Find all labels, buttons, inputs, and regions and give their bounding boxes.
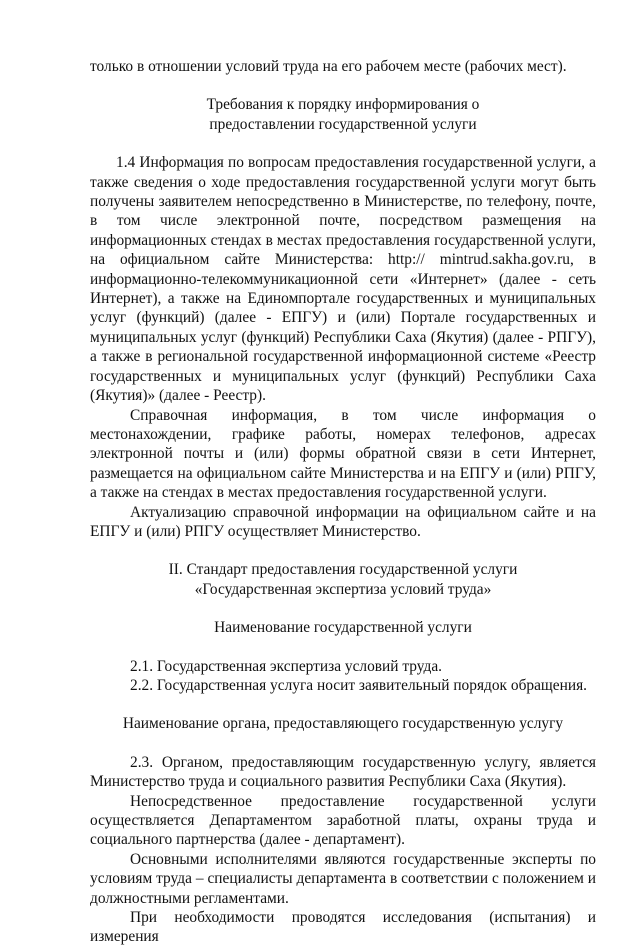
paragraph-2-2: 2.2. Государственная услуга носит заявительный порядок обращения. — [130, 676, 588, 694]
paragraph-1-4: 1.4 Информация по вопросам предоставления государственной услуги, а также сведения о ходе предоставления государственной услуги могут быть получены заявителем непосредственно в Министерстве, по телефону, почте, в том числе электронной почте, посредством размещения на информационных стендах в местах предоставления государственной услуги, на официальном сайте Министерства: http:// mintrud.sakha.gov.ru, в информационно-телекоммуникационной сети «Интернет» (далее - сеть Интернет), а также на Единомпортале государственных и муниципальных услуг (функций) (далее - ЕПГУ) и (или) Портале государственных и муниципальных услуг (функций) Республики Саха (Якутия) (далее - РПГУ), а также в региональной государственной информационной системе «Реестр государственных и муниципальных услуг (функций) Республики Саха (Якутия)» (далее - Реестр). — [90, 154, 596, 405]
heading-section-2-line-1: II. Стандарт предоставления государственной услуги — [168, 561, 518, 579]
heading-service-name: Наименование государственной услуги — [214, 619, 472, 637]
paragraph-measurements: При необходимости проводятся исследования (испытания) и измерения — [90, 909, 596, 946]
paragraph-2-3: 2.3. Органом, предоставляющим государственную услугу, является Министерство труда и социального развития Республики Саха (Якутия). — [90, 753, 596, 791]
heading-service-organ: Наименование органа, предоставляющего государственную услугу — [122, 715, 564, 733]
paragraph-direct-provision: Непосредственное предоставление государственной услуги осуществляется Департаментом заработной платы, охраны труда и социального партнерства (далее - департамент). — [90, 792, 596, 849]
paragraph-2-1: 2.1. Государственная экспертиза условий труда. — [130, 657, 443, 675]
heading-section-2-line-2: «Государственная экспертиза условий труда» — [194, 580, 492, 598]
paragraph-update-info: Актуализацию справочной информации на официальном сайте и на ЕПГУ и (или) РПГУ осуществляет Министерство. — [90, 503, 596, 540]
paragraph-executors: Основными исполнителями являются государственные эксперты по условиям труда – специалисты департамента в соответствии с положением и должностными регламентами. — [90, 850, 596, 907]
heading-information-requirements: Требования к порядку информирования о предоставлении государственной услуги — [206, 96, 480, 133]
paragraph-top: только в отношении условий труда на его рабочем месте (рабочих мест). — [90, 58, 567, 75]
paragraph-reference-info: Справочная информация, в том числе информация о местонахождении, графике работы, номерах телефонов, адресах электронной почты и (или) формы обратной связи в сети Интернет, размещается на официальном сайте Министерства и на ЕПГУ и (или) РПГУ, а также на стендах в местах предоставления государственной услуги. — [90, 406, 596, 502]
document-body — [90, 57, 596, 947]
